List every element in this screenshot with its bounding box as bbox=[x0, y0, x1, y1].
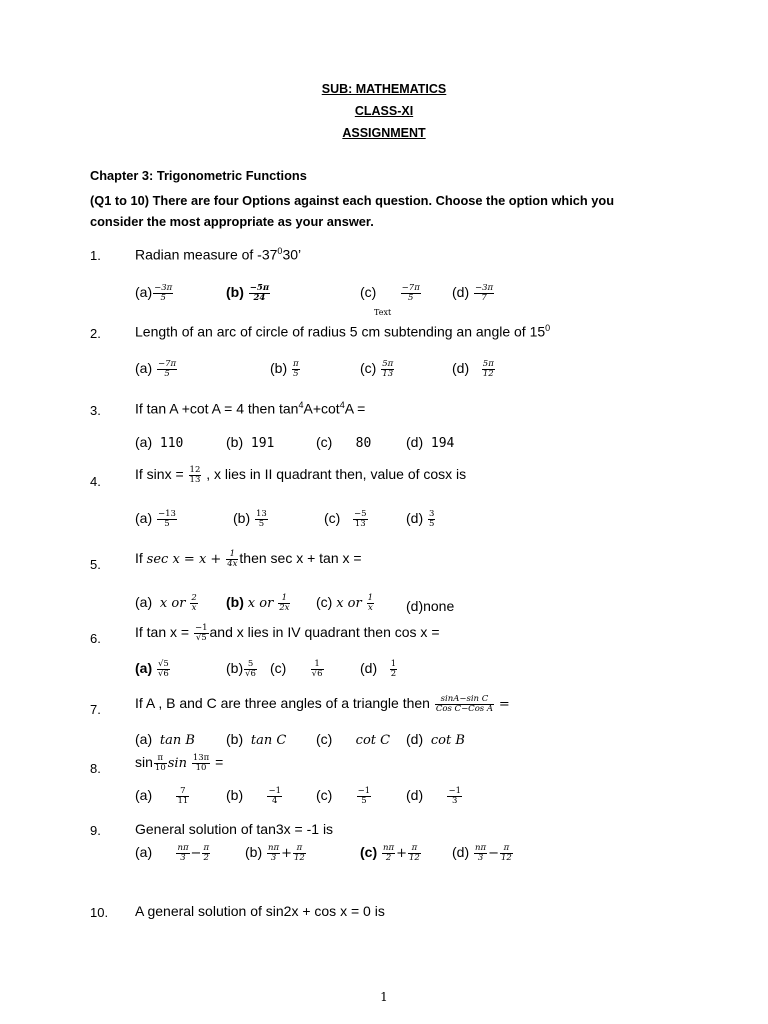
question-number: 9. bbox=[90, 823, 101, 838]
option-b: (b) $\frac{n\pi}{3}$ + $\frac{\pi}{12}$ bbox=[245, 843, 305, 863]
option-c: (c) $\frac{-1}{5}$ bbox=[316, 786, 371, 806]
subject-heading: SUB: MATHEMATICS bbox=[321, 82, 447, 96]
question-text: sin $\frac{\pi}{10}$ sin $\frac{13\pi}{10}$ = bbox=[135, 753, 224, 773]
chapter-title: Chapter 3: Trigonometric Functions bbox=[90, 168, 307, 183]
question-number: 10. bbox=[90, 905, 109, 920]
option-a: (a) tan B bbox=[135, 731, 195, 748]
option-d: (d) cot B bbox=[406, 731, 465, 748]
option-c: (c) 80 bbox=[316, 434, 372, 451]
question-text: If A , B and C are three angles of a triangle then $\frac{\text{sinA−sin C}}{\text{Cos C−Cos A}}$ = bbox=[135, 694, 510, 714]
question-number: 5. bbox=[90, 557, 101, 572]
option-c: (c) $\frac{-5}{13}$ bbox=[324, 509, 367, 529]
question-text: If sec x = x + $\frac{1}{4x}$ then sec x + tan x = bbox=[135, 549, 362, 569]
question-text: Radian measure of $-37^030$’ bbox=[135, 246, 302, 263]
question-number: 1. bbox=[90, 248, 101, 263]
option-a: (a) 110 bbox=[135, 434, 184, 451]
option-c: (c) x or $\frac{1}{x}$ bbox=[316, 593, 374, 613]
question-text: A general solution of sin2x + cos x = 0 is bbox=[135, 903, 385, 919]
stray-text-label: Text bbox=[374, 308, 392, 317]
option-c: (c) $\frac{1}{√6}$ bbox=[270, 659, 323, 679]
class-heading: CLASS-XI bbox=[354, 104, 414, 118]
option-b: (b) $\frac{-1}{4}$ bbox=[226, 786, 281, 806]
option-a: (a) $\frac{7}{11}$ bbox=[135, 786, 189, 806]
option-a: (a) x or $\frac{2}{x}$ bbox=[135, 593, 197, 613]
option-d: (d)none bbox=[406, 598, 455, 614]
option-a: (a) $\frac{-7\pi}{5}$ bbox=[135, 359, 177, 379]
option-a: (a) $\frac{n\pi}{3}$ − $\frac{\pi}{2}$ bbox=[135, 843, 210, 863]
option-d: (d) $\frac{5\pi}{12}$ bbox=[452, 359, 494, 379]
question-number: 3. bbox=[90, 403, 101, 418]
option-b: (b) 191 bbox=[226, 434, 275, 451]
question-number: 4. bbox=[90, 474, 101, 489]
option-a: (a) $\frac{√5}{√6}$ bbox=[135, 659, 169, 679]
option-a: (a) $\frac{-3\pi}{5}$ bbox=[135, 283, 173, 303]
question-text: If sinx = $\frac{12}{13}$ , x lies in II quadrant then, value of cosx is bbox=[135, 465, 467, 485]
question-text: If tan A +cot A = 4 then $\tan^4A+\cot^4A$ = bbox=[135, 400, 366, 417]
option-d: (d) $\frac{1}{2}$ bbox=[360, 659, 397, 679]
option-b: (b) tan C bbox=[226, 731, 287, 748]
option-b: (b) $\frac{13}{5}$ bbox=[233, 509, 267, 529]
option-d: (d) $\frac{-3\pi}{7}$ bbox=[452, 283, 494, 303]
page-number: 1 bbox=[380, 990, 388, 1004]
question-number: 6. bbox=[90, 631, 101, 646]
assignment-heading: ASSIGNMENT bbox=[342, 126, 426, 140]
option-b: (b) x or $\frac{1}{2x}$ bbox=[226, 593, 290, 613]
option-d: (d) $\frac{n\pi}{3}$ − $\frac{\pi}{12}$ bbox=[452, 843, 512, 863]
option-b: (b) $\frac{-5\pi}{24}$ bbox=[226, 283, 270, 303]
option-a: (a) $\frac{-13}{5}$ bbox=[135, 509, 176, 529]
option-b: (b) $\frac{5}{√6}$ bbox=[226, 659, 256, 679]
question-number: 7. bbox=[90, 702, 101, 717]
option-d: (d) $\frac{-1}{3}$ bbox=[406, 786, 461, 806]
question-text: General solution of tan3x = -1 is bbox=[135, 821, 334, 837]
option-b: (b) $\frac{\pi}{5}$ bbox=[270, 359, 299, 379]
instructions: (Q1 to 10) There are four Options against each question. Choose the option which you consider the most appropriate as your answer. bbox=[90, 193, 615, 229]
question-text: Length of an arc of circle of radius 5 cm subtending an angle of $15^0$ bbox=[135, 323, 551, 340]
option-c: (c) $\frac{-7\pi}{5}$ bbox=[360, 283, 420, 303]
option-d: (d) 194 bbox=[406, 434, 455, 451]
option-d: (d) $\frac{3}{5}$ bbox=[406, 509, 435, 529]
option-c: (c) $\frac{n\pi}{2}$ + $\frac{\pi}{12}$ bbox=[360, 843, 420, 863]
question-number: 8. bbox=[90, 761, 101, 776]
question-text: If tan x = $\frac{-1}{√5}$ and x lies in IV quadrant then cos x = bbox=[135, 623, 440, 643]
option-c: (c) $\frac{5\pi}{13}$ bbox=[360, 359, 394, 379]
question-number: 2. bbox=[90, 326, 101, 341]
option-c: (c) cot C bbox=[316, 731, 391, 748]
